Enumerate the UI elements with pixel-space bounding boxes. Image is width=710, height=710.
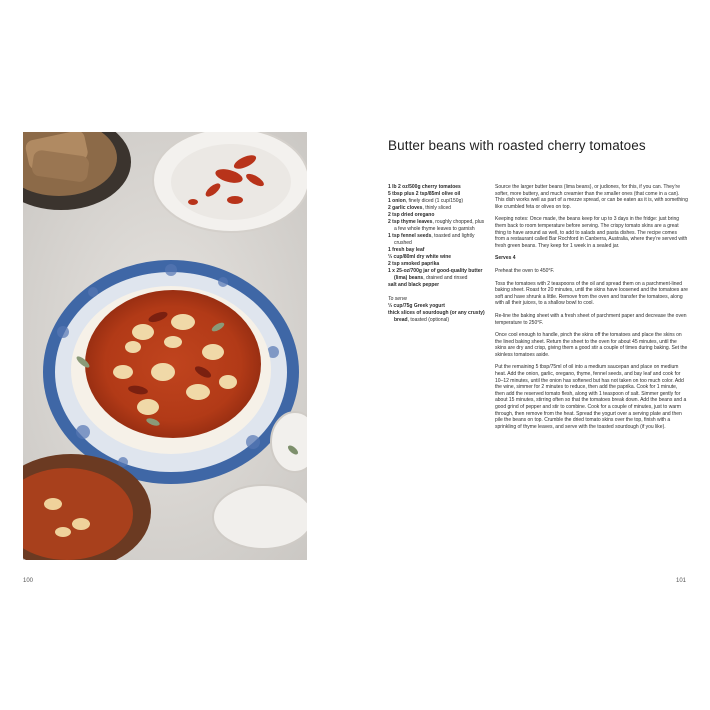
ingredient-item bbox=[388, 198, 486, 205]
ingredient-item bbox=[388, 261, 486, 268]
keeping-notes: Keeping notes: Once made, the beans keep for up to 3 days in the fridge: just bring them back to room temperature before serving. The crispy tomato skins are a great thing to have around as well, to add to salads and pasta dishes. The recipe comes from a restaurant called Bar Rochford in Canberra, Australia, where they’re served with fresh green beans. They keep for 1 week in a sealed jar. bbox=[495, 216, 688, 249]
page-number-right: 101 bbox=[676, 578, 687, 584]
ingredient-item bbox=[388, 247, 486, 254]
ingredient-item-name: 1 fresh bay leaf bbox=[388, 247, 425, 253]
ingredient-item-name: 2 tsp smoked paprika bbox=[388, 261, 440, 267]
to-serve-item-note: , toasted (optional) bbox=[407, 317, 450, 323]
ingredient-item-note: , toasted and lightly crushed bbox=[394, 233, 475, 246]
ingredient-item bbox=[388, 282, 486, 289]
ingredient-item-name: 1 x 25-oz/700g jar of good-quality butter (lima) beans bbox=[388, 268, 483, 281]
ingredient-item-name: 2 garlic cloves bbox=[388, 205, 423, 211]
to-serve-item bbox=[388, 310, 486, 324]
to-serve-item-name: thick slices of sourdough (or any crusty) bread bbox=[388, 310, 485, 323]
ingredient-item-note: , roughly chopped, plus a few whole thyme leaves to garnish bbox=[394, 219, 485, 232]
method-step: Preheat the oven to 450°F. bbox=[495, 267, 555, 274]
ingredient-item-name: 1 lb 2 oz/500g cherry tomatoes bbox=[388, 184, 461, 190]
ingredient-item-note: , drained and rinsed bbox=[423, 275, 468, 281]
ingredient-item-name: salt and black pepper bbox=[388, 282, 440, 288]
ingredient-item bbox=[388, 254, 486, 261]
ingredient-item-name: ⅓ cup/80ml dry white wine bbox=[388, 254, 452, 260]
food-photo bbox=[23, 132, 307, 560]
method-step: Toss the tomatoes with 2 teaspoons of the oil and spread them on a parchment-lined baking sheet. Roast for 20 minutes, until the skins have loosened and the tomatoes are soft and have shrunk a little. Remove from the oven and transfer the tomatoes, along with all their juices, to a shallow bowl to cool. bbox=[495, 280, 688, 307]
ingredient-item bbox=[388, 191, 486, 198]
ingredients-list bbox=[388, 184, 486, 324]
ingredient-item bbox=[388, 219, 486, 233]
ingredient-item-name: 2 tsp dried oregano bbox=[388, 212, 435, 218]
ingredient-item bbox=[388, 233, 486, 247]
ingredient-item-name: 1 onion bbox=[388, 198, 406, 204]
ingredient-item-name: 1 tsp fennel seeds bbox=[388, 233, 432, 239]
method-step: Once cool enough to handle, pinch the skins off the tomatoes and place the skins on the lined baking sheet. Return the sheet to the oven for about 45 minutes, until the skins are dry and crisp, giving them a good stir a couple of times during baking. Set the skinless tomatoes aside. bbox=[495, 332, 688, 358]
ingredient-item bbox=[388, 212, 486, 219]
to-serve-heading: To serve bbox=[388, 296, 407, 302]
page-number-left: 100 bbox=[23, 578, 34, 584]
ingredient-item-name: 2 tsp thyme leaves bbox=[388, 219, 433, 225]
intro-paragraph: Source the larger butter beans (lima beans), or judiones, for this, if you can. They’re softer, more buttery, and much creamier than the smaller ones (that come in a can). This dish works well as part of a mezze spread, or can be eaten as it is, with something like crumbled feta or olives on top. bbox=[495, 184, 688, 210]
method-step: Put the remaining 5 tbsp/75ml of oil into a medium saucepan and place on medium heat. Add the onion, garlic, oregano, thyme, fennel seeds, and bay leaf and cook for 10–12 minutes, until the onion has softened but has not taken on too much color. Add the wine, simmer for 2 minutes to reduce, then add the paprika. Cook for 1 minute, then add the reserved tomato flesh, along with 1 teaspoon of salt. Simmer gently for about 15 minutes, stirring often so that the tomatoes break down. Add the beans and a good grind of pepper and stir to combine. Cook for a couple of minutes, just to warm through, then remove from the heat. Spread the yogurt over a serving plate and then pile the beans on top. Crumble the dried tomato skins over the top, finish with a sprinkling of thyme leaves, and serve with the toasted sourdough (if you like). bbox=[495, 364, 687, 430]
ingredient-item bbox=[388, 184, 486, 191]
method-step: Re-line the baking sheet with a fresh sheet of parchment paper and decrease the oven temperature to 250°F. bbox=[495, 312, 687, 326]
method-column bbox=[495, 184, 688, 436]
ingredient-item-name: 5 tbsp plus 2 tsp/85ml olive oil bbox=[388, 191, 461, 197]
serves-label: Serves 4 bbox=[495, 255, 516, 262]
food-photo-icon bbox=[23, 132, 307, 560]
ingredient-item bbox=[388, 205, 486, 212]
ingredient-item-note: , finely diced (1 cup/150g) bbox=[405, 198, 464, 204]
ingredient-item-note: , thinly sliced bbox=[422, 205, 452, 211]
recipe-title: Butter beans with roasted cherry tomatoes bbox=[388, 138, 646, 153]
to-serve-item-name: ⅓ cup/75g Greek yogurt bbox=[388, 303, 445, 309]
ingredient-item bbox=[388, 268, 486, 282]
to-serve-item bbox=[388, 303, 486, 310]
